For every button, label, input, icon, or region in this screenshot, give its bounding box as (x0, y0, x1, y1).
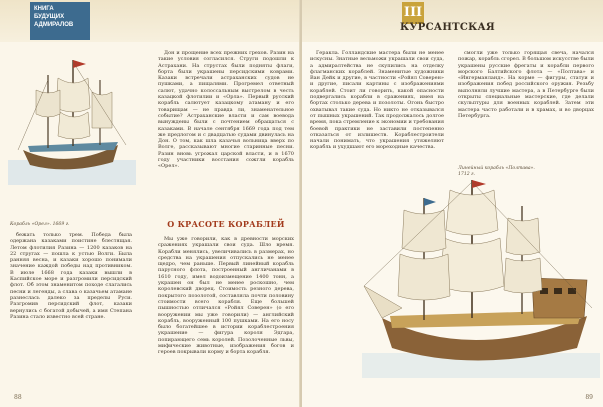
right-column-2 (458, 50, 594, 162)
ship-poltava-illustration (362, 168, 600, 383)
section-heading: О КРАСОТЕ КОРАБЛЕЙ (167, 219, 285, 229)
badge-line-2: БУДУЩИХ (34, 14, 65, 20)
ship-orel-illustration (8, 50, 136, 200)
book-title-badge (30, 2, 90, 40)
right-col2-text: смогли уже только горящая свеча, начался пожар, корабль сгорел. В большом искусстве были украшены русские фрегаты и корабли первого морского Балтийского флота — «Полтава» и «Ингерманланд». На корме — фигуры, статуи и изображения побед российского оружия. Резьбу выполняли лучшие мастера, а в Петербурге были открыты специальные мастерские, где делали скульптуры для военных кораблей. Затем эти мастера часто работали и в храмах, и во дворцах Петербурга. (458, 50, 594, 119)
right-header-band (302, 0, 603, 42)
figure-caption-orel: Корабль «Орел». 1669 г. (10, 222, 70, 227)
left-column-2 (158, 50, 294, 198)
left-col2-text: Дон и прощение всех прежних грехов. Разин на такие условия согласился. Струги подошли к Астрахани. На струстах были подняты флаги, борта были украшены персидскими коврами. Казаки встречали астраханских судов не пушками, а пищалями. Прогремел ответный салют, удачно колоссальным выстрелом в честь казацкой флотилии и «Орла». Первый русский корабль салютует казацкому атаману и его товарищам — не правда ли, знаменательное событие? Астраханские власти и сам воевода вынуждены были с почтением обращаться с казаками. В начале сентября 1669 года под тем же предлогом и с двадцатью судами двинулась на Дон. О том, как шла казачья вольница вверх по Волге, рассказывают многие старинные песни. Разин вновь угрожал царской власти, и в 1670 году участники восстания сожгли корабль «Орел». (158, 50, 294, 170)
right-col1-text: Геракла. Голландские мастера были не менее искусны. Знатные вельможи украшали свои суда, а адмиралтейства не скупились на отделку флагманских кораблей. Знаменитые художники Ван Дейк и другие, в частности «Ройял Соверен» и другие, писали картины с изображениями кораблей. Стоит ли говорить, какой опасности подвергались корабли в сражениях, имея на бортах столько дерева и позолоты. Огонь быстро охватывал такие суда. Но никто не отказывался от пышных украшений. Так продолжалось долгое время, пока стремление к экономии и требования боевой практики не заставили постепенно отказаться от излишеств. Кораблестроители начали понимать, что украшения утяжеляют корабль и ухудшают его мореходные качества. (310, 50, 444, 151)
left-col3-text: Мы уже говорили, как в древности морских сражениях украшали свои суда. Шло время. Корабли менялись, увеличивались в размерах, но средства на украшения отпускались не менее щедро, чем раньше. Первый линейный корабль парусного флота, построенный англичанами в 1610 году, имел водоизмещение 1400 тонн, а украшен он был не менее роскошно, чем королевский дворец. Стоимость резного дерева, покрытого позолотой, составляла почти половину стоимости всего корабля. Еще большей пышностью отличался «Ройял Соверен» (о его вооружении мы уже говорили) — английский корабль, вооруженный 100 пушками. На его носу было богатейшее в истории кораблестроения украшение — фигура короля Эдгара, попирающего семь королей. Позолоченные львы, мифические животные, изображения богов и героев покрывали корму и борта корабля. (158, 236, 294, 356)
right-page (302, 0, 603, 407)
chapter-number-badge: III (402, 2, 424, 24)
left-page (0, 0, 300, 407)
badge-line-1: КНИГА (34, 6, 54, 12)
left-column-3 (158, 236, 294, 384)
page-number-left: 88 (14, 394, 22, 401)
badge-line-3: АДМИРАЛОВ (34, 22, 74, 28)
page-number-right: 89 (585, 394, 593, 401)
left-col1-text: бежать только трем. Победа была одержана казаками поистине блестящая. Летом флотилия Разина — 1200 казаков на 22 стругах — пошла к устью Волги. Была ранняя весна, и казаки хорошо понимали значение каждой победы над противником. В июле 1668 года казаки вышли в Каспийское море и разгромили персидский флот. Об этом знаменитом походе слагались песни и легенды, а слава о казачьем атамане разнеслась далеко за пределы Руси. Разгромив персидский флот, казаки вернулись с богатой добычей, а имя Степана Разина стало известно всей стране. (10, 232, 132, 320)
left-column-1 (10, 232, 132, 382)
figure-caption-poltava: Линейный корабль «Полтава». 1712 г. (458, 166, 535, 177)
chapter-title: КУРСАНТСКАЯ (400, 22, 496, 33)
